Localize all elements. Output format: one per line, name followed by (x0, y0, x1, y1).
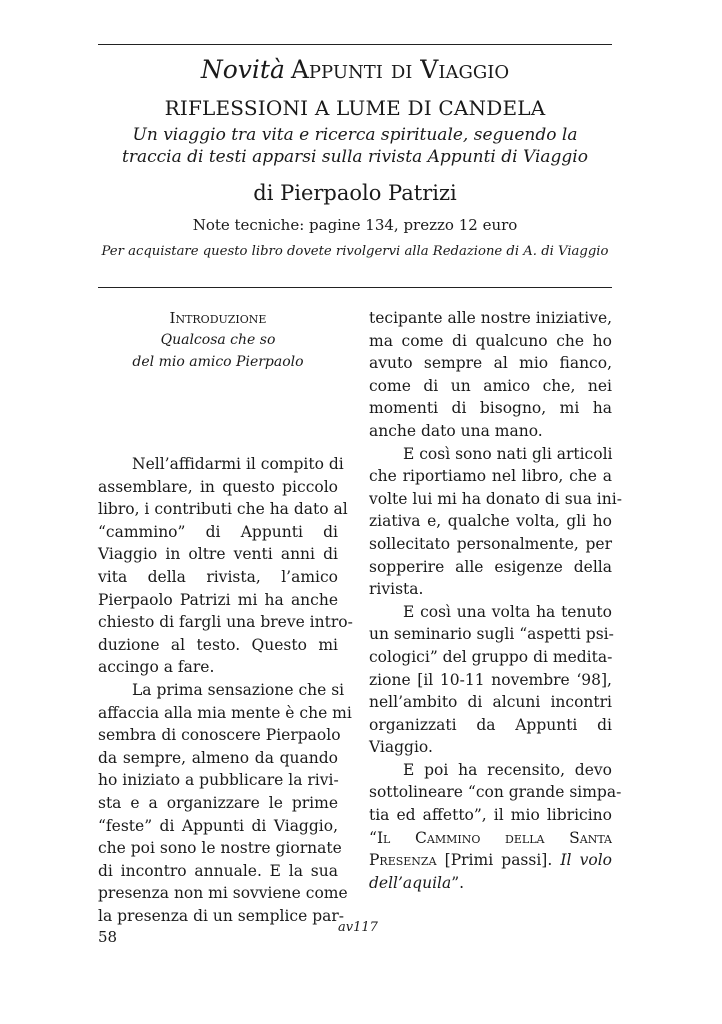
book-title-smallcaps-2: Presenza (369, 851, 437, 870)
text-line: zione [il 10-11 novembre ‘98], (369, 670, 612, 689)
text-line: nell’ambito di alcuni incontri (369, 693, 612, 712)
text-line: di incontro annuale. E la sua (98, 861, 338, 880)
intro-label: Introduzione (169, 309, 267, 327)
right-column-text (369, 307, 622, 827)
left-column (98, 307, 353, 927)
text-line: assemblare, in questo piccolo (98, 477, 338, 496)
novita-label: Novità (200, 55, 285, 84)
left-column-text (98, 453, 353, 927)
text-line: rivista. (369, 580, 424, 599)
text-line: presenza non mi sovviene come (98, 884, 348, 903)
text-line: E poi ha recensito, devo (403, 760, 612, 779)
text-line: libro, i contributi che ha dato al (98, 500, 348, 519)
right-column (369, 307, 622, 894)
text-line: vita della rivista, l’amico (98, 567, 338, 586)
text-line: che riportiamo nel libro, che a (369, 467, 612, 486)
italic-title: Il volo (560, 851, 612, 870)
intro-subtitle-1: Qualcosa che so (160, 332, 276, 348)
book-title-smallcaps: Il Cammino della Santa (376, 828, 612, 847)
top-rule (98, 44, 612, 45)
issue-number: av117 (338, 920, 378, 935)
italic-title-2: dell’aquila (369, 873, 452, 892)
text-line: tecipante alle nostre iniziative, (369, 309, 613, 327)
text-line: “cammino” di Appunti di (98, 522, 338, 541)
text-line: Nell’affidarmi il compito di (132, 455, 344, 473)
intro-heading (98, 307, 338, 373)
text-line: anche dato una mano. (369, 421, 543, 440)
text-line: tia ed affetto”, il mio libricino (369, 806, 612, 825)
text-line: Viaggio in oltre venti anni di (98, 545, 338, 564)
text-line: chiesto di fargli una breve intro- (98, 613, 353, 632)
text-line: momenti di bisogno, mi ha (369, 399, 612, 418)
text-line: affaccia alla mia mente è che mi (98, 703, 352, 722)
book-title: RIFLESSIONI A LUME DI CANDELA (164, 96, 546, 120)
text-line: sopperire alle esigenze della (369, 557, 612, 576)
text-line: che poi sono le nostre giornate (98, 839, 342, 858)
text-line: sollecitato personalmente, per (369, 534, 612, 553)
book-subtitle-bracket: [Primi passi]. (436, 851, 561, 870)
text-line: Pierpaolo Patrizi mi ha anche (98, 590, 338, 609)
header-bottom-rule (98, 287, 612, 288)
announcement-header (98, 52, 612, 262)
book-author: di Pierpaolo Patrizi (253, 181, 457, 205)
text-line: volte lui mi ha donato di sua ini- (369, 489, 622, 508)
quote-open: “ (369, 828, 377, 847)
text-line: ziativa e, qualche volta, gli ho (369, 512, 612, 531)
text-line: sta e a organizzare le prime (98, 793, 338, 812)
intro-spacer (98, 373, 338, 453)
text-line (369, 872, 612, 895)
intro-subtitle-2: del mio amico Pierpaolo (132, 354, 304, 370)
text-line: ma come di qualcuno che ho (369, 331, 612, 350)
subtitle-line-1: Un viaggio tra vita e ricerca spirituale, seguendo la (132, 125, 578, 145)
subtitle-line-2: traccia di testi apparsi sulla rivista Appunti di Viaggio (122, 147, 588, 167)
tech-notes: Note tecniche: pagine 134, prezzo 12 euro (192, 216, 518, 234)
text-line: accingo a fare. (98, 658, 215, 677)
text-line: come di un amico che, nei (369, 376, 612, 395)
text-line: E così sono nati gli articoli (403, 444, 613, 463)
text-line: sembra di conoscere Pierpaolo (98, 726, 341, 745)
text-line: La prima sensazione che si (132, 680, 345, 699)
page-number: 58 (98, 928, 118, 946)
series-name: Appunti di Viaggio (290, 55, 510, 84)
book-subtitle (98, 124, 612, 168)
text-line: avuto sempre al mio fianco, (369, 354, 612, 373)
text-line (369, 827, 612, 850)
text-line: la presenza di un semplice par- (98, 906, 345, 925)
text-line: Viaggio. (369, 738, 433, 757)
text-line: duzione al testo. Questo mi (98, 635, 338, 654)
text-line: un seminario sugli “aspetti psi- (369, 625, 614, 644)
text-line: sottolineare “con grande simpa- (369, 783, 622, 802)
text-line: E così una volta ha tenuto (403, 602, 612, 621)
purchase-note: Per acquistare questo libro dovete rivolgervi alla Redazione di A. di Viaggio (101, 244, 609, 259)
announcement-title (98, 52, 612, 92)
text-line: cologici” del gruppo di medita- (369, 647, 613, 666)
text-line: da sempre, almeno da quando (98, 748, 338, 767)
closing-quote: ”. (451, 873, 465, 892)
text-line (369, 849, 612, 872)
text-line: “feste” di Appunti di Viaggio, (98, 816, 338, 835)
text-line: organizzati da Appunti di (369, 715, 612, 734)
text-line: ho iniziato a pubblicare la rivi- (98, 771, 339, 790)
